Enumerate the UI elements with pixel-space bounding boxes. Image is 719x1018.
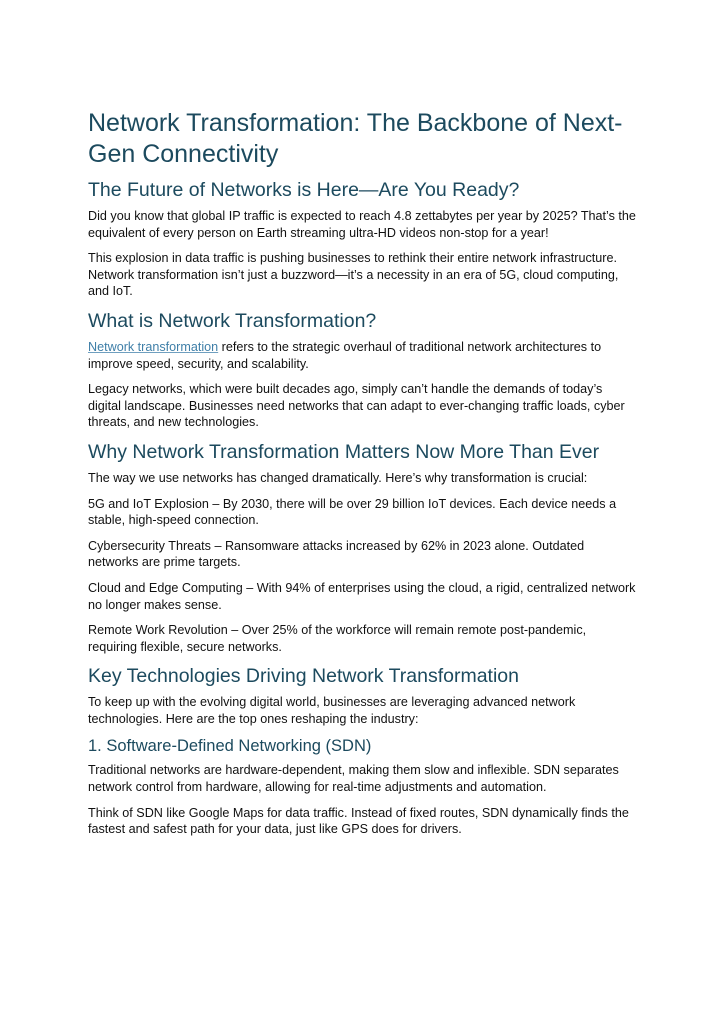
section-heading-key-technologies: Key Technologies Driving Network Transformation xyxy=(88,665,519,688)
paragraph-definition xyxy=(88,339,636,372)
paragraph-cloud-edge: Cloud and Edge Computing – With 94% of enterprises using the cloud, a rigid, centralized network no longer makes sense. xyxy=(88,580,636,612)
paragraph-5g-iot: 5G and IoT Explosion – By 2030, there will be over 29 billion IoT devices. Each device needs a stable, high-speed connection. xyxy=(88,496,617,528)
paragraph-key-intro: To keep up with the evolving digital world, businesses are leveraging advanced network technologies. Here are the top ones reshaping the industry: xyxy=(88,695,576,726)
section-heading-future: The Future of Networks is Here—Are You Ready? xyxy=(88,179,520,201)
paragraph-sdn-description: Traditional networks are hardware-dependent, making them slow and inflexible. SDN separates network control from hardware, allowing for real-time adjustments and automation. xyxy=(88,763,619,795)
section-heading-why: Why Network Transformation Matters Now More Than Ever xyxy=(88,440,600,463)
page-title: Network Transformation: The Backbone of Next-Gen Connectivity xyxy=(88,109,623,168)
paragraph-why-intro: The way we use networks has changed dramatically. Here’s why transformation is crucial: xyxy=(88,470,588,485)
paragraph-sdn-analogy: Think of SDN like Google Maps for data traffic. Instead of fixed routes, SDN dynamically finds the fastest and safest path for your data, just like GPS does for drivers. xyxy=(88,805,629,837)
definition-text: refers to the strategic overhaul of traditional network architectures to improve speed, security, and scalability. xyxy=(88,339,602,371)
paragraph-data-explosion: This explosion in data traffic is pushing businesses to rethink their entire network infrastructure. Network transformation isn’t just a buzzword—it’s a necessity in an era of 5G, cloud computing, and IoT. xyxy=(88,251,619,299)
paragraph-remote-work: Remote Work Revolution – Over 25% of the workforce will remain remote post-pandemic, requiring flexible, secure networks. xyxy=(88,623,587,654)
paragraph-legacy-networks: Legacy networks, which were built decades ago, simply can’t handle the demands of today’s digital landscape. Businesses need networks that can adapt to ever-changing traffic loads, cyber threats, and new technologies. xyxy=(88,382,625,430)
paragraph-ip-traffic: Did you know that global IP traffic is expected to reach 4.8 zettabytes per year by 2025? That’s the equivalent of every person on Earth streaming ultra-HD videos non-stop for a year! xyxy=(88,209,636,240)
section-heading-what: What is Network Transformation? xyxy=(88,309,377,332)
document-content xyxy=(88,108,636,847)
network-transformation-link[interactable]: Network transformation xyxy=(88,339,219,354)
subsection-heading-sdn: 1. Software-Defined Networking (SDN) xyxy=(88,737,372,756)
paragraph-cybersecurity: Cybersecurity Threats – Ransomware attacks increased by 62% in 2023 alone. Outdated networks are prime targets. xyxy=(88,538,585,570)
